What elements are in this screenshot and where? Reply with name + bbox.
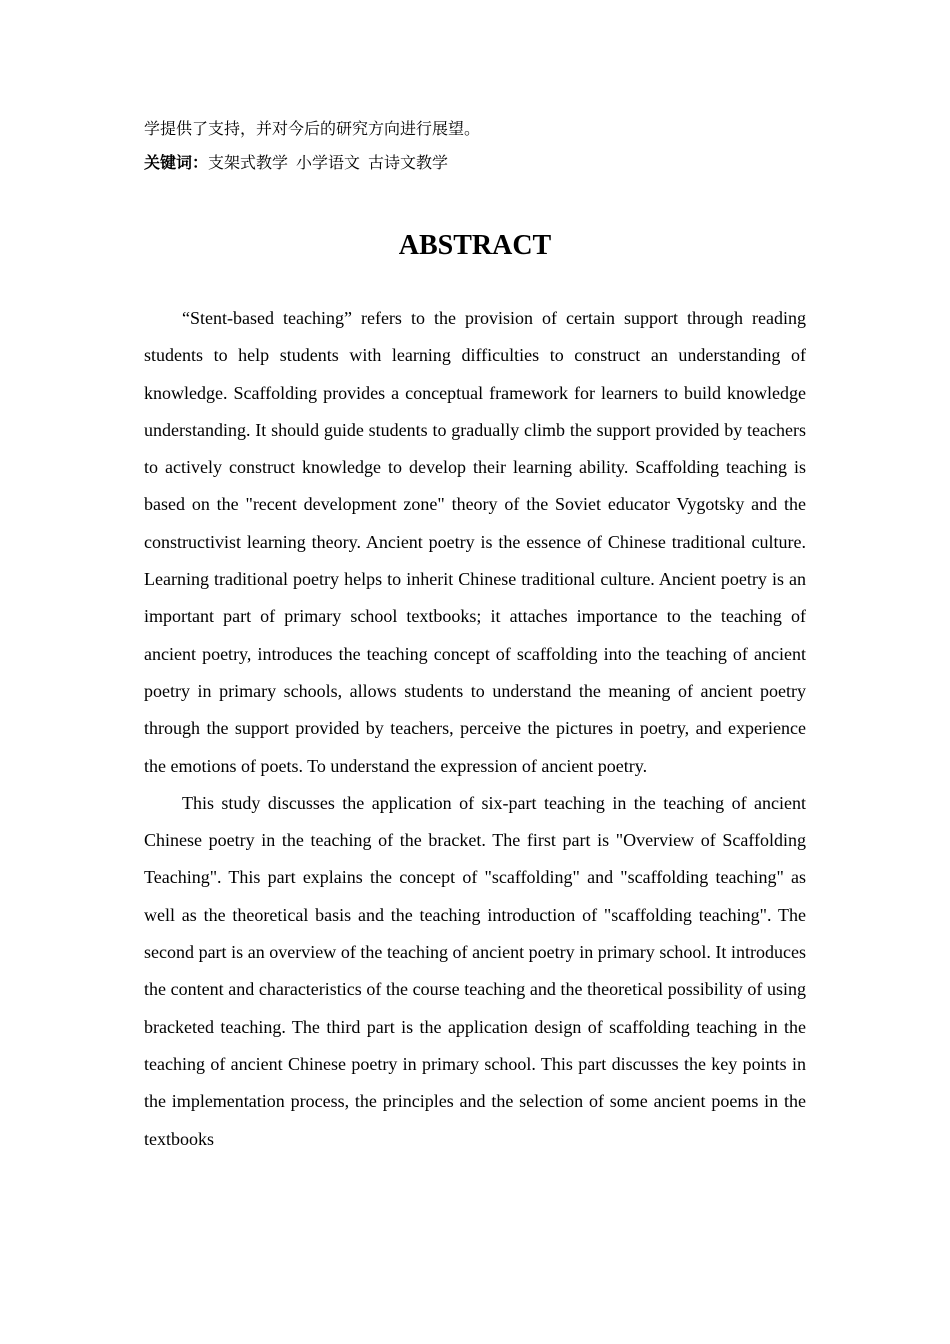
chinese-abstract-last-line: 学提供了支持，并对今后的研究方向进行展望。 bbox=[144, 119, 481, 138]
abstract-paragraph: “Stent-based teaching” refers to the provision of certain support through reading students to help students with learning difficulties to construct an understanding of knowledge. Scaffolding provides a conceptual framework for learners to build knowledge understanding. It should guide students to gradually climb the support provided by teachers to actively construct knowledge to develop their learning ability. Scaffolding teaching is based on the "recent development zone" theory of the Soviet educator Vygotsky and the constructivist learning theory. Ancient poetry is the essence of Chinese traditional culture. Learning traditional poetry helps to inherit Chinese traditional culture. Ancient poetry is an important part of primary school textbooks; it attaches importance to the teaching of ancient poetry, introduces the teaching concept of scaffolding into the teaching of ancient poetry in primary schools, allows students to understand the meaning of ancient poetry through the support provided by teachers, perceive the pictures in poetry, and experience the emotions of poets. To understand the expression of ancient poetry. bbox=[144, 308, 806, 776]
keywords-line bbox=[144, 146, 806, 180]
abstract-heading: ABSTRACT bbox=[398, 230, 552, 261]
keyword: 小学语文 bbox=[296, 153, 361, 172]
abstract-paragraph: This study discusses the application of six-part teaching in the teaching of ancient Chinese poetry in the teaching of the bracket. The first part is "Overview of Scaffolding Teaching". This part explains the concept of "scaffolding" and "scaffolding teaching" as well as the theoretical basis and the teaching introduction of "scaffolding teaching". The second part is an overview of the teaching of ancient poetry in primary school. It introduces the content and characteristics of the course teaching and the theoretical possibility of using bracketed teaching. The third part is the application design of scaffolding teaching in the teaching of ancient Chinese poetry in primary school. This part discusses the key points in the implementation process, the principles and the selection of some ancient poems in the textbooks bbox=[144, 792, 806, 1149]
keywords-label: 关键词： bbox=[144, 153, 209, 172]
document-page bbox=[144, 112, 806, 1158]
keyword: 古诗文教学 bbox=[368, 153, 449, 172]
keyword: 支架式教学 bbox=[208, 153, 289, 172]
abstract-body bbox=[144, 300, 806, 1158]
